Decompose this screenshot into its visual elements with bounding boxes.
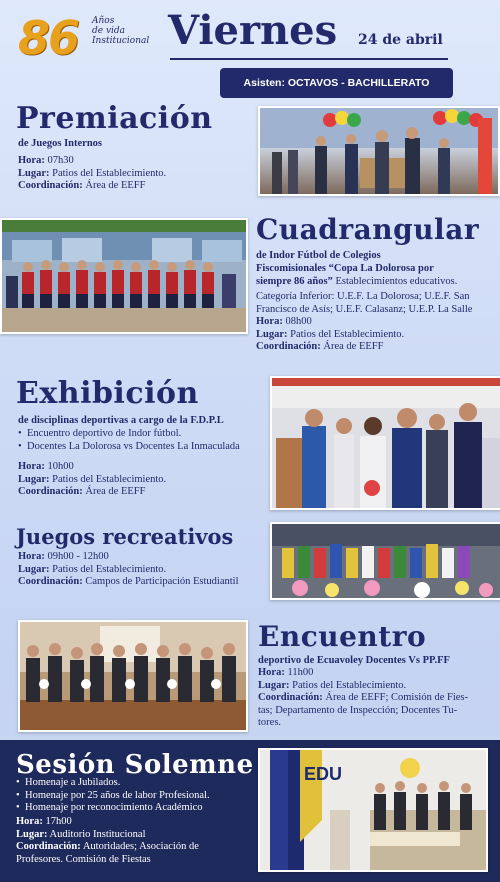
anniversary-logo-text: Años de vida Institucional [92, 16, 150, 46]
teachers-photo-art [20, 622, 246, 730]
date-label: 24 de abril [358, 32, 443, 48]
juegos-details: Hora: 09h00 - 12h00 Lugar: Patios del Establecimiento. Coordinación: Campos de Participación Estudiantil [18, 551, 239, 587]
recreational-games-photo-art [272, 524, 500, 598]
encuentro-title: Encuentro [258, 620, 427, 653]
list-item: • Homenaje por 25 años de labor Profesional. [25, 790, 256, 803]
sesion-details: Hora: 17h00 Lugar: Auditorio Institucional Coordinación: Autoridades; Asociación de Profesores. Comisión de Fiestas [16, 816, 199, 865]
exhibicion-list [18, 428, 268, 453]
premiacion-title: Premiación [16, 101, 213, 136]
solemn-session-photo [258, 748, 488, 872]
sesion-title: Sesión Solemne [16, 750, 254, 780]
solemn-session-photo-art [260, 750, 486, 870]
list-item: • Docentes La Dolorosa vs Docentes La Inmaculada [27, 441, 268, 454]
recreational-games-photo [270, 522, 500, 600]
teachers-photo [18, 620, 248, 732]
premiacion-details: Hora: 07h30 Lugar: Patios del Establecimiento. Coordinación: Área de EEFF [18, 155, 167, 191]
exhibition-photo [270, 376, 500, 510]
list-item: • Homenaje por reconocimiento Académico [25, 802, 256, 815]
exhibition-photo-art [272, 378, 500, 508]
list-item: • Homenaje a Jubilados. [25, 777, 256, 790]
exhibicion-title: Exhibición [16, 376, 199, 411]
cuadrangular-title: Cuadrangular [256, 213, 480, 246]
exhibicion-details: Hora: 10h00 Lugar: Patios del Establecimiento. Coordinación: Área de EEFF [18, 461, 167, 497]
cuadrangular-details: Categoría Inferior: U.E.F. La Dolorosa; U.E.F. San Francisco de Asís; U.E.F. Calasanz; U.E.P. La Salle Hora: 08h00 Lugar: Patios del Establecimiento. Coordinación: Área de EEFF [256, 291, 473, 352]
awards-photo-art [260, 108, 498, 194]
team-photo [0, 218, 248, 334]
team-photo-art [2, 220, 246, 332]
attendees-banner: Asisten: OCTAVOS - BACHILLERATO [220, 68, 453, 98]
juegos-title: Juegos recreativos [16, 524, 234, 549]
day-title: Viernes [168, 7, 338, 54]
cuadrangular-subtitle: de Indor Fútbol de Colegios Fiscomisionales “Copa La Dolorosa por siempre 86 años” Establecimientos educativos. [256, 250, 458, 287]
exhibicion-subtitle: de disciplinas deportivas a cargo de la F.D.P.L [18, 415, 224, 426]
anniversary-logo-number: 86 [18, 11, 79, 65]
header-divider [170, 58, 448, 60]
list-item: • Encuentro deportivo de Indor fútbol. [27, 428, 268, 441]
awards-photo [258, 106, 500, 196]
sesion-list [16, 777, 256, 815]
flag-letters: EDU [304, 764, 343, 784]
premiacion-subtitle: de Juegos Internos [18, 138, 103, 149]
encuentro-subtitle: deportivo de Ecuavoley Docentes Vs PP.FF [258, 655, 450, 666]
encuentro-details: Hora: 11h00 Lugar: Patios del Establecimiento. Coordinación: Área de EEFF; Comisión de Fies- tas; Departamento de Inspección; Docentes Tu- tores. [258, 667, 469, 728]
